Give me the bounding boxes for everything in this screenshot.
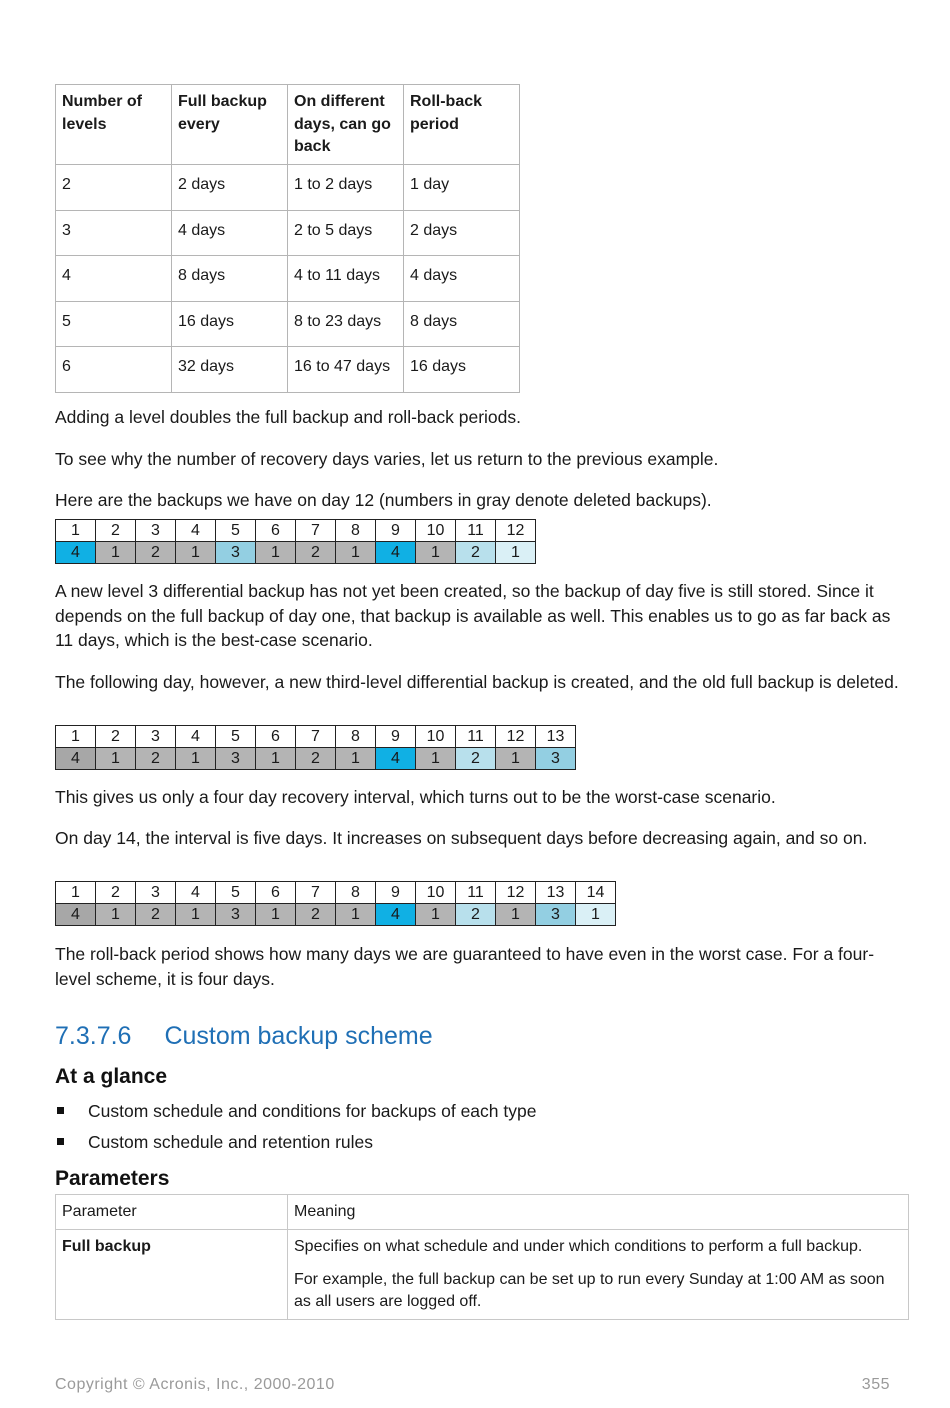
- paragraph-adding-level: Adding a level doubles the full backup and roll-back periods.: [55, 407, 521, 427]
- day-cell: 11: [456, 882, 496, 904]
- backup-level-cell: 2: [456, 748, 496, 770]
- backup-level-cell: 1: [496, 542, 536, 564]
- backup-level-cell: 2: [296, 904, 336, 926]
- footer-copyright: Copyright © Acronis, Inc., 2000-2010: [55, 1376, 335, 1393]
- backup-level-cell: 2: [136, 748, 176, 770]
- backup-level-cell: 1: [176, 904, 216, 926]
- day-cell: 10: [416, 726, 456, 748]
- backup-grid-day-12: [55, 519, 536, 564]
- backup-level-cell: 1: [256, 904, 296, 926]
- backup-level-cell: 1: [176, 542, 216, 564]
- parameters-table: [55, 1194, 909, 1320]
- day-cell: 7: [296, 520, 336, 542]
- table-row: [56, 210, 520, 256]
- param-name-full-backup: Full backup: [56, 1230, 288, 1320]
- backup-level-row: [56, 542, 536, 564]
- backup-level-cell: 3: [216, 542, 256, 564]
- table-cell: 2 days: [404, 210, 520, 256]
- day-cell: 4: [176, 726, 216, 748]
- day-cell: 13: [536, 882, 576, 904]
- table-cell: 3: [56, 210, 172, 256]
- day-cell: 1: [56, 726, 96, 748]
- table-cell: 4 days: [404, 256, 520, 302]
- backup-level-cell: 1: [176, 748, 216, 770]
- day-cell: 6: [256, 520, 296, 542]
- backup-level-cell: 1: [496, 748, 536, 770]
- backup-grid-day-14: [55, 881, 616, 926]
- backup-level-cell: 1: [336, 542, 376, 564]
- backup-level-cell: 1: [256, 542, 296, 564]
- table-row: [56, 256, 520, 302]
- table-cell: 4 to 11 days: [288, 256, 404, 302]
- day-cell: 2: [96, 726, 136, 748]
- backup-level-cell: 4: [376, 748, 416, 770]
- day-cell: 12: [496, 520, 536, 542]
- table-cell: 5: [56, 301, 172, 347]
- column-header-parameter: Parameter: [56, 1195, 288, 1230]
- day-cell: 11: [456, 520, 496, 542]
- table-cell: 16 days: [172, 301, 288, 347]
- table-cell: 1 day: [404, 165, 520, 211]
- table-row: [56, 301, 520, 347]
- day-cell: 5: [216, 520, 256, 542]
- day-cell: 6: [256, 726, 296, 748]
- day-cell: 5: [216, 726, 256, 748]
- backup-level-cell: 1: [96, 748, 136, 770]
- paragraph-following-day: The following day, however, a new third-level differential backup is created, and the old full backup is deleted.: [55, 672, 899, 692]
- column-header: Full backup every: [172, 85, 288, 165]
- day-number-row: [56, 726, 576, 748]
- list-item: Custom schedule and conditions for backups of each type: [55, 1099, 905, 1123]
- day-cell: 1: [56, 882, 96, 904]
- backup-level-cell: 3: [536, 904, 576, 926]
- day-cell: 12: [496, 882, 536, 904]
- day-cell: 9: [376, 520, 416, 542]
- day-cell: 3: [136, 882, 176, 904]
- paragraph-day-14: On day 14, the interval is five days. It increases on subsequent days before decreasing again, and so on.: [55, 828, 868, 848]
- parameters-heading: Parameters: [55, 1167, 170, 1190]
- day-cell: 14: [576, 882, 616, 904]
- section-heading: [55, 1022, 433, 1051]
- table-cell: 4: [56, 256, 172, 302]
- table-row: [56, 347, 520, 393]
- day-cell: 3: [136, 520, 176, 542]
- backup-level-cell: 2: [456, 542, 496, 564]
- param-meaning-full-backup: [288, 1230, 909, 1320]
- day-cell: 11: [456, 726, 496, 748]
- table-cell: 8 days: [172, 256, 288, 302]
- backup-level-cell: 1: [336, 748, 376, 770]
- day-cell: 3: [136, 726, 176, 748]
- backup-level-cell: 1: [416, 542, 456, 564]
- backup-level-cell: 1: [96, 904, 136, 926]
- backup-level-cell: 1: [256, 748, 296, 770]
- day-cell: 8: [336, 882, 376, 904]
- backup-grid-day-13: [55, 725, 576, 770]
- paragraph-worst-case: This gives us only a four day recovery interval, which turns out to be the worst-case scenario.: [55, 787, 776, 807]
- backup-level-row: [56, 904, 616, 926]
- backup-level-cell: 1: [96, 542, 136, 564]
- backup-level-cell: 4: [56, 542, 96, 564]
- day-cell: 1: [56, 520, 96, 542]
- table-header-row: [56, 85, 520, 165]
- day-cell: 5: [216, 882, 256, 904]
- day-number-row: [56, 520, 536, 542]
- table-row: [56, 165, 520, 211]
- backup-level-cell: 1: [416, 904, 456, 926]
- table-row: [56, 1230, 909, 1320]
- day-cell: 12: [496, 726, 536, 748]
- day-cell: 8: [336, 520, 376, 542]
- table-cell: 1 to 2 days: [288, 165, 404, 211]
- paragraph-roll-back: The roll-back period shows how many days we are guaranteed to have even in the worst case. For a four-level scheme, it is four days.: [55, 944, 875, 989]
- backup-level-cell: 1: [496, 904, 536, 926]
- day-cell: 2: [96, 520, 136, 542]
- day-cell: 9: [376, 882, 416, 904]
- day-cell: 4: [176, 520, 216, 542]
- backup-level-cell: 1: [576, 904, 616, 926]
- backup-level-cell: 2: [296, 748, 336, 770]
- table-header-row: [56, 1195, 909, 1230]
- at-a-glance-list: [55, 1099, 905, 1161]
- param-meaning-text: Specifies on what schedule and under which conditions to perform a full backup.: [294, 1238, 863, 1255]
- backup-level-cell: 4: [56, 904, 96, 926]
- table-cell: 2 days: [172, 165, 288, 211]
- table-cell: 16 days: [404, 347, 520, 393]
- day-number-row: [56, 882, 616, 904]
- column-header: Roll-back period: [404, 85, 520, 165]
- square-bullet-icon: [57, 1138, 64, 1145]
- section-number: 7.3.7.6: [55, 1022, 132, 1050]
- day-cell: 10: [416, 520, 456, 542]
- day-cell: 4: [176, 882, 216, 904]
- table-cell: 4 days: [172, 210, 288, 256]
- param-example-text: For example, the full backup can be set up to run every Sunday at 1:00 AM as soon as all users are logged off.: [294, 1271, 885, 1310]
- backup-level-cell: 4: [56, 748, 96, 770]
- day-cell: 7: [296, 726, 336, 748]
- day-cell: 7: [296, 882, 336, 904]
- backup-level-cell: 3: [216, 904, 256, 926]
- paragraph-best-case: A new level 3 differential backup has not yet been created, so the backup of day five is still stored. Since it depends on the full backup of day one, that backup is available as well. This enables us to go as far back as 11 days, which is the best-case scenario.: [55, 581, 891, 650]
- day-cell: 8: [336, 726, 376, 748]
- at-a-glance-heading: At a glance: [55, 1065, 168, 1088]
- table-cell: 8 days: [404, 301, 520, 347]
- day-cell: 10: [416, 882, 456, 904]
- column-header: Number of levels: [56, 85, 172, 165]
- day-cell: 13: [536, 726, 576, 748]
- backup-level-cell: 1: [416, 748, 456, 770]
- paragraph-recovery-days: To see why the number of recovery days varies, let us return to the previous example.: [55, 449, 719, 469]
- backup-level-cell: 2: [136, 904, 176, 926]
- table-cell: 2 to 5 days: [288, 210, 404, 256]
- levels-table: [55, 84, 520, 393]
- backup-level-cell: 2: [296, 542, 336, 564]
- backup-level-row: [56, 748, 576, 770]
- footer-page-number: 355: [861, 1376, 890, 1393]
- backup-level-cell: 3: [536, 748, 576, 770]
- day-cell: 6: [256, 882, 296, 904]
- square-bullet-icon: [57, 1107, 64, 1114]
- section-title: Custom backup scheme: [164, 1022, 433, 1050]
- table-cell: 2: [56, 165, 172, 211]
- table-cell: 16 to 47 days: [288, 347, 404, 393]
- table-cell: 8 to 23 days: [288, 301, 404, 347]
- column-header: On different days, can go back: [288, 85, 404, 165]
- paragraph-day-12: Here are the backups we have on day 12 (numbers in gray denote deleted backups).: [55, 490, 712, 510]
- backup-level-cell: 2: [136, 542, 176, 564]
- backup-level-cell: 4: [376, 542, 416, 564]
- backup-level-cell: 1: [336, 904, 376, 926]
- list-item: Custom schedule and retention rules: [55, 1130, 905, 1154]
- table-cell: 32 days: [172, 347, 288, 393]
- backup-level-cell: 4: [376, 904, 416, 926]
- backup-level-cell: 3: [216, 748, 256, 770]
- day-cell: 9: [376, 726, 416, 748]
- day-cell: 2: [96, 882, 136, 904]
- backup-level-cell: 2: [456, 904, 496, 926]
- column-header-meaning: Meaning: [288, 1195, 909, 1230]
- table-cell: 6: [56, 347, 172, 393]
